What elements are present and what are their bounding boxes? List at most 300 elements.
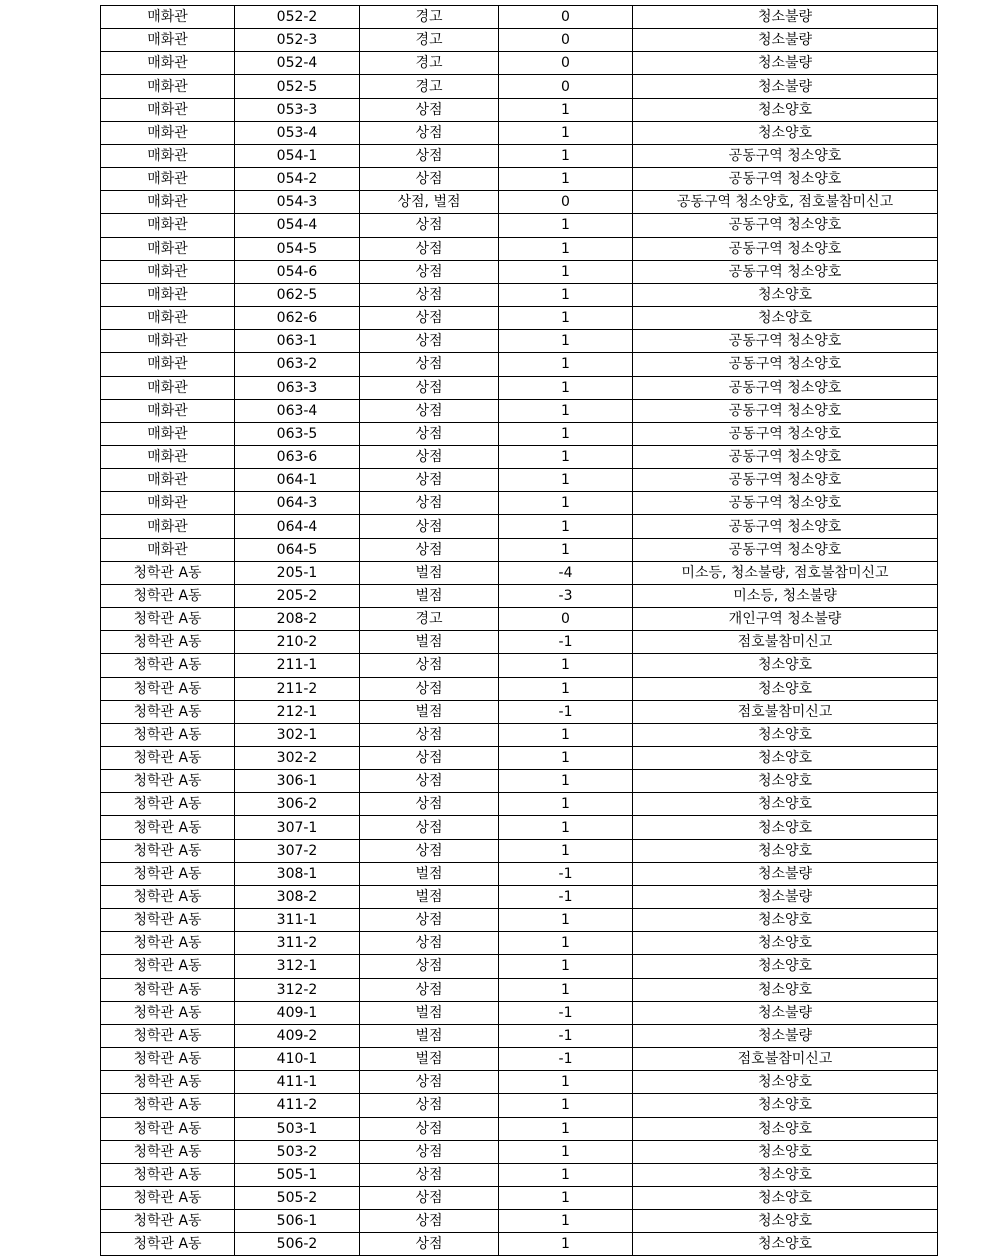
building-cell: 청학관 A동 bbox=[101, 631, 235, 654]
table-row bbox=[101, 1024, 938, 1047]
table-row bbox=[101, 376, 938, 399]
type-cell: 상점 bbox=[360, 469, 499, 492]
building-cell: 청학관 A동 bbox=[101, 700, 235, 723]
reason-cell: 청소불량 bbox=[633, 75, 938, 98]
table-row bbox=[101, 1140, 938, 1163]
type-cell: 벌점 bbox=[360, 1024, 499, 1047]
reason-cell: 청소양호 bbox=[633, 723, 938, 746]
table-row bbox=[101, 492, 938, 515]
reason-cell: 청소양호 bbox=[633, 816, 938, 839]
type-cell: 상점 bbox=[360, 515, 499, 538]
table-row bbox=[101, 283, 938, 306]
table-row bbox=[101, 191, 938, 214]
points-cell: 1 bbox=[499, 932, 633, 955]
building-cell: 매화관 bbox=[101, 422, 235, 445]
table-row bbox=[101, 445, 938, 468]
table-row bbox=[101, 793, 938, 816]
room-cell: 505-2 bbox=[235, 1186, 360, 1209]
reason-cell: 공동구역 청소양호 bbox=[633, 214, 938, 237]
table-row bbox=[101, 608, 938, 631]
points-cell: 1 bbox=[499, 1071, 633, 1094]
type-cell: 상점 bbox=[360, 492, 499, 515]
room-cell: 064-5 bbox=[235, 538, 360, 561]
points-cell: 1 bbox=[499, 770, 633, 793]
type-cell: 상점 bbox=[360, 98, 499, 121]
type-cell: 벌점 bbox=[360, 631, 499, 654]
points-cell: 0 bbox=[499, 6, 633, 29]
room-cell: 302-2 bbox=[235, 747, 360, 770]
building-cell: 청학관 A동 bbox=[101, 584, 235, 607]
room-cell: 506-2 bbox=[235, 1233, 360, 1256]
room-cell: 052-4 bbox=[235, 52, 360, 75]
building-cell: 매화관 bbox=[101, 29, 235, 52]
points-cell: 1 bbox=[499, 1186, 633, 1209]
type-cell: 상점 bbox=[360, 654, 499, 677]
points-cell: -1 bbox=[499, 631, 633, 654]
table-row bbox=[101, 1117, 938, 1140]
points-cell: 0 bbox=[499, 75, 633, 98]
type-cell: 경고 bbox=[360, 6, 499, 29]
points-cell: 1 bbox=[499, 747, 633, 770]
type-cell: 상점 bbox=[360, 168, 499, 191]
reason-cell: 공동구역 청소양호 bbox=[633, 353, 938, 376]
points-cell: -1 bbox=[499, 862, 633, 885]
building-cell: 청학관 A동 bbox=[101, 932, 235, 955]
reason-cell: 개인구역 청소불량 bbox=[633, 608, 938, 631]
points-cell: 1 bbox=[499, 1163, 633, 1186]
points-cell: 1 bbox=[499, 260, 633, 283]
room-cell: 062-6 bbox=[235, 307, 360, 330]
building-cell: 매화관 bbox=[101, 307, 235, 330]
table-row bbox=[101, 121, 938, 144]
reason-cell: 청소양호 bbox=[633, 307, 938, 330]
reason-cell: 청소양호 bbox=[633, 283, 938, 306]
room-cell: 064-1 bbox=[235, 469, 360, 492]
reason-cell: 청소양호 bbox=[633, 793, 938, 816]
building-cell: 청학관 A동 bbox=[101, 909, 235, 932]
type-cell: 경고 bbox=[360, 29, 499, 52]
building-cell: 청학관 A동 bbox=[101, 816, 235, 839]
type-cell: 상점 bbox=[360, 307, 499, 330]
type-cell: 경고 bbox=[360, 608, 499, 631]
room-cell: 205-2 bbox=[235, 584, 360, 607]
building-cell: 청학관 A동 bbox=[101, 862, 235, 885]
reason-cell: 공동구역 청소양호 bbox=[633, 492, 938, 515]
building-cell: 청학관 A동 bbox=[101, 723, 235, 746]
table-row bbox=[101, 29, 938, 52]
reason-cell: 청소양호 bbox=[633, 654, 938, 677]
room-cell: 411-2 bbox=[235, 1094, 360, 1117]
points-cell: 1 bbox=[499, 955, 633, 978]
building-cell: 매화관 bbox=[101, 445, 235, 468]
points-cell: 0 bbox=[499, 29, 633, 52]
type-cell: 상점 bbox=[360, 1233, 499, 1256]
table-row bbox=[101, 515, 938, 538]
type-cell: 상점 bbox=[360, 793, 499, 816]
room-cell: 503-1 bbox=[235, 1117, 360, 1140]
table-row bbox=[101, 885, 938, 908]
table-row bbox=[101, 631, 938, 654]
type-cell: 상점 bbox=[360, 353, 499, 376]
points-cell: 1 bbox=[499, 422, 633, 445]
building-cell: 청학관 A동 bbox=[101, 561, 235, 584]
building-cell: 매화관 bbox=[101, 469, 235, 492]
points-cell: 1 bbox=[499, 1094, 633, 1117]
room-cell: 307-2 bbox=[235, 839, 360, 862]
type-cell: 상점 bbox=[360, 1094, 499, 1117]
reason-cell: 청소양호 bbox=[633, 932, 938, 955]
reason-cell: 공동구역 청소양호, 점호불참미신고 bbox=[633, 191, 938, 214]
room-cell: 063-2 bbox=[235, 353, 360, 376]
points-cell: 1 bbox=[499, 1117, 633, 1140]
room-cell: 503-2 bbox=[235, 1140, 360, 1163]
building-cell: 청학관 A동 bbox=[101, 839, 235, 862]
type-cell: 상점 bbox=[360, 770, 499, 793]
building-cell: 매화관 bbox=[101, 237, 235, 260]
room-cell: 306-1 bbox=[235, 770, 360, 793]
table-row bbox=[101, 839, 938, 862]
table-row bbox=[101, 469, 938, 492]
building-cell: 청학관 A동 bbox=[101, 608, 235, 631]
building-cell: 매화관 bbox=[101, 283, 235, 306]
table-row bbox=[101, 677, 938, 700]
type-cell: 상점 bbox=[360, 955, 499, 978]
table-body bbox=[101, 6, 938, 1256]
points-cell: 1 bbox=[499, 168, 633, 191]
type-cell: 벌점 bbox=[360, 862, 499, 885]
reason-cell: 청소불량 bbox=[633, 6, 938, 29]
room-cell: 054-6 bbox=[235, 260, 360, 283]
type-cell: 벌점 bbox=[360, 1048, 499, 1071]
reason-cell: 청소양호 bbox=[633, 770, 938, 793]
room-cell: 063-5 bbox=[235, 422, 360, 445]
room-cell: 054-5 bbox=[235, 237, 360, 260]
building-cell: 청학관 A동 bbox=[101, 955, 235, 978]
points-cell: 1 bbox=[499, 515, 633, 538]
room-cell: 054-4 bbox=[235, 214, 360, 237]
building-cell: 매화관 bbox=[101, 52, 235, 75]
points-cell: 1 bbox=[499, 1233, 633, 1256]
type-cell: 벌점 bbox=[360, 561, 499, 584]
points-cell: 1 bbox=[499, 353, 633, 376]
room-cell: 211-1 bbox=[235, 654, 360, 677]
room-cell: 306-2 bbox=[235, 793, 360, 816]
building-cell: 청학관 A동 bbox=[101, 1071, 235, 1094]
building-cell: 매화관 bbox=[101, 492, 235, 515]
table-row bbox=[101, 422, 938, 445]
room-cell: 063-3 bbox=[235, 376, 360, 399]
building-cell: 매화관 bbox=[101, 399, 235, 422]
table-row bbox=[101, 237, 938, 260]
room-cell: 308-1 bbox=[235, 862, 360, 885]
building-cell: 청학관 A동 bbox=[101, 1117, 235, 1140]
table-row bbox=[101, 747, 938, 770]
building-cell: 매화관 bbox=[101, 214, 235, 237]
table-row bbox=[101, 260, 938, 283]
reason-cell: 청소양호 bbox=[633, 1210, 938, 1233]
reason-cell: 점호불참미신고 bbox=[633, 631, 938, 654]
type-cell: 상점 bbox=[360, 1071, 499, 1094]
reason-cell: 청소양호 bbox=[633, 677, 938, 700]
points-cell: 1 bbox=[499, 214, 633, 237]
room-cell: 062-5 bbox=[235, 283, 360, 306]
building-cell: 청학관 A동 bbox=[101, 1233, 235, 1256]
table-row bbox=[101, 1186, 938, 1209]
room-cell: 307-1 bbox=[235, 816, 360, 839]
room-cell: 054-3 bbox=[235, 191, 360, 214]
table-row bbox=[101, 932, 938, 955]
table-row bbox=[101, 330, 938, 353]
building-cell: 매화관 bbox=[101, 168, 235, 191]
table-row bbox=[101, 214, 938, 237]
room-cell: 064-4 bbox=[235, 515, 360, 538]
building-cell: 매화관 bbox=[101, 98, 235, 121]
type-cell: 상점, 벌점 bbox=[360, 191, 499, 214]
building-cell: 청학관 A동 bbox=[101, 747, 235, 770]
reason-cell: 청소불량 bbox=[633, 52, 938, 75]
type-cell: 상점 bbox=[360, 839, 499, 862]
building-cell: 청학관 A동 bbox=[101, 1094, 235, 1117]
room-cell: 311-1 bbox=[235, 909, 360, 932]
type-cell: 상점 bbox=[360, 723, 499, 746]
type-cell: 상점 bbox=[360, 978, 499, 1001]
reason-cell: 청소양호 bbox=[633, 121, 938, 144]
building-cell: 청학관 A동 bbox=[101, 793, 235, 816]
points-cell: 1 bbox=[499, 121, 633, 144]
points-cell: 1 bbox=[499, 376, 633, 399]
points-cell: 1 bbox=[499, 816, 633, 839]
points-cell: 1 bbox=[499, 330, 633, 353]
table-row bbox=[101, 584, 938, 607]
table-row bbox=[101, 75, 938, 98]
table-row bbox=[101, 862, 938, 885]
type-cell: 벌점 bbox=[360, 885, 499, 908]
room-cell: 211-2 bbox=[235, 677, 360, 700]
room-cell: 208-2 bbox=[235, 608, 360, 631]
reason-cell: 청소양호 bbox=[633, 978, 938, 1001]
points-cell: -1 bbox=[499, 1024, 633, 1047]
table-row bbox=[101, 353, 938, 376]
type-cell: 상점 bbox=[360, 1163, 499, 1186]
type-cell: 상점 bbox=[360, 376, 499, 399]
reason-cell: 청소불량 bbox=[633, 862, 938, 885]
building-cell: 매화관 bbox=[101, 515, 235, 538]
reason-cell: 청소양호 bbox=[633, 909, 938, 932]
reason-cell: 공동구역 청소양호 bbox=[633, 538, 938, 561]
room-cell: 410-1 bbox=[235, 1048, 360, 1071]
table-row bbox=[101, 1071, 938, 1094]
points-cell: -1 bbox=[499, 1048, 633, 1071]
room-cell: 312-1 bbox=[235, 955, 360, 978]
points-cell: 0 bbox=[499, 52, 633, 75]
table-row bbox=[101, 1210, 938, 1233]
type-cell: 경고 bbox=[360, 75, 499, 98]
type-cell: 벌점 bbox=[360, 584, 499, 607]
reason-cell: 공동구역 청소양호 bbox=[633, 330, 938, 353]
table-row bbox=[101, 909, 938, 932]
building-cell: 청학관 A동 bbox=[101, 1140, 235, 1163]
room-cell: 205-1 bbox=[235, 561, 360, 584]
points-cell: 1 bbox=[499, 307, 633, 330]
points-cell: -1 bbox=[499, 700, 633, 723]
type-cell: 상점 bbox=[360, 214, 499, 237]
reason-cell: 공동구역 청소양호 bbox=[633, 237, 938, 260]
points-cell: 1 bbox=[499, 492, 633, 515]
points-cell: 1 bbox=[499, 909, 633, 932]
building-cell: 청학관 A동 bbox=[101, 770, 235, 793]
type-cell: 상점 bbox=[360, 445, 499, 468]
room-cell: 063-6 bbox=[235, 445, 360, 468]
reason-cell: 청소양호 bbox=[633, 1233, 938, 1256]
building-cell: 청학관 A동 bbox=[101, 1186, 235, 1209]
table-row bbox=[101, 1048, 938, 1071]
type-cell: 상점 bbox=[360, 816, 499, 839]
room-cell: 054-2 bbox=[235, 168, 360, 191]
reason-cell: 청소불량 bbox=[633, 1001, 938, 1024]
points-cell: 1 bbox=[499, 538, 633, 561]
room-cell: 311-2 bbox=[235, 932, 360, 955]
reason-cell: 공동구역 청소양호 bbox=[633, 469, 938, 492]
room-cell: 063-4 bbox=[235, 399, 360, 422]
room-cell: 212-1 bbox=[235, 700, 360, 723]
reason-cell: 공동구역 청소양호 bbox=[633, 260, 938, 283]
points-cell: 1 bbox=[499, 283, 633, 306]
room-cell: 053-4 bbox=[235, 121, 360, 144]
room-cell: 053-3 bbox=[235, 98, 360, 121]
room-cell: 302-1 bbox=[235, 723, 360, 746]
reason-cell: 미소등, 청소불량, 점호불참미신고 bbox=[633, 561, 938, 584]
reason-cell: 공동구역 청소양호 bbox=[633, 168, 938, 191]
reason-cell: 공동구역 청소양호 bbox=[633, 144, 938, 167]
reason-cell: 청소양호 bbox=[633, 1140, 938, 1163]
room-cell: 409-2 bbox=[235, 1024, 360, 1047]
type-cell: 상점 bbox=[360, 538, 499, 561]
type-cell: 상점 bbox=[360, 932, 499, 955]
building-cell: 청학관 A동 bbox=[101, 1024, 235, 1047]
reason-cell: 점호불참미신고 bbox=[633, 1048, 938, 1071]
building-cell: 매화관 bbox=[101, 6, 235, 29]
reason-cell: 공동구역 청소양호 bbox=[633, 422, 938, 445]
table-row bbox=[101, 1094, 938, 1117]
points-cell: -4 bbox=[499, 561, 633, 584]
table-row bbox=[101, 978, 938, 1001]
building-cell: 청학관 A동 bbox=[101, 978, 235, 1001]
reason-cell: 점호불참미신고 bbox=[633, 700, 938, 723]
reason-cell: 청소양호 bbox=[633, 747, 938, 770]
building-cell: 청학관 A동 bbox=[101, 677, 235, 700]
points-cell: 1 bbox=[499, 723, 633, 746]
points-cell: 1 bbox=[499, 469, 633, 492]
type-cell: 상점 bbox=[360, 121, 499, 144]
type-cell: 상점 bbox=[360, 422, 499, 445]
room-cell: 210-2 bbox=[235, 631, 360, 654]
points-cell: 1 bbox=[499, 399, 633, 422]
building-cell: 매화관 bbox=[101, 376, 235, 399]
building-cell: 매화관 bbox=[101, 75, 235, 98]
room-cell: 409-1 bbox=[235, 1001, 360, 1024]
table-row bbox=[101, 399, 938, 422]
table-row bbox=[101, 6, 938, 29]
table-row bbox=[101, 144, 938, 167]
points-cell: 0 bbox=[499, 608, 633, 631]
building-cell: 청학관 A동 bbox=[101, 1048, 235, 1071]
reason-cell: 청소양호 bbox=[633, 98, 938, 121]
reason-cell: 공동구역 청소양호 bbox=[633, 515, 938, 538]
type-cell: 상점 bbox=[360, 677, 499, 700]
type-cell: 상점 bbox=[360, 909, 499, 932]
reason-cell: 청소양호 bbox=[633, 1186, 938, 1209]
points-cell: 1 bbox=[499, 839, 633, 862]
type-cell: 벌점 bbox=[360, 700, 499, 723]
table-row bbox=[101, 52, 938, 75]
reason-cell: 공동구역 청소양호 bbox=[633, 445, 938, 468]
type-cell: 상점 bbox=[360, 399, 499, 422]
table-row bbox=[101, 98, 938, 121]
building-cell: 청학관 A동 bbox=[101, 1210, 235, 1233]
room-cell: 052-2 bbox=[235, 6, 360, 29]
building-cell: 매화관 bbox=[101, 144, 235, 167]
building-cell: 매화관 bbox=[101, 330, 235, 353]
reason-cell: 미소등, 청소불량 bbox=[633, 584, 938, 607]
building-cell: 매화관 bbox=[101, 260, 235, 283]
reason-cell: 청소불량 bbox=[633, 29, 938, 52]
building-cell: 매화관 bbox=[101, 191, 235, 214]
points-cell: -1 bbox=[499, 885, 633, 908]
room-cell: 505-1 bbox=[235, 1163, 360, 1186]
table-row bbox=[101, 654, 938, 677]
table-row bbox=[101, 538, 938, 561]
type-cell: 상점 bbox=[360, 1210, 499, 1233]
points-cell: 1 bbox=[499, 144, 633, 167]
room-cell: 308-2 bbox=[235, 885, 360, 908]
points-cell: 1 bbox=[499, 677, 633, 700]
building-cell: 매화관 bbox=[101, 538, 235, 561]
type-cell: 상점 bbox=[360, 144, 499, 167]
type-cell: 상점 bbox=[360, 283, 499, 306]
building-cell: 청학관 A동 bbox=[101, 885, 235, 908]
room-cell: 064-3 bbox=[235, 492, 360, 515]
points-cell: -3 bbox=[499, 584, 633, 607]
table-row bbox=[101, 816, 938, 839]
type-cell: 상점 bbox=[360, 237, 499, 260]
type-cell: 벌점 bbox=[360, 1001, 499, 1024]
building-cell: 청학관 A동 bbox=[101, 654, 235, 677]
room-cell: 506-1 bbox=[235, 1210, 360, 1233]
points-cell: 1 bbox=[499, 793, 633, 816]
reason-cell: 청소불량 bbox=[633, 885, 938, 908]
type-cell: 상점 bbox=[360, 330, 499, 353]
building-cell: 매화관 bbox=[101, 121, 235, 144]
table-row bbox=[101, 955, 938, 978]
room-cell: 312-2 bbox=[235, 978, 360, 1001]
table-row bbox=[101, 1233, 938, 1256]
table-row bbox=[101, 723, 938, 746]
points-cell: 1 bbox=[499, 237, 633, 260]
reason-cell: 청소양호 bbox=[633, 955, 938, 978]
reason-cell: 공동구역 청소양호 bbox=[633, 376, 938, 399]
type-cell: 상점 bbox=[360, 1117, 499, 1140]
reason-cell: 청소양호 bbox=[633, 1071, 938, 1094]
room-cell: 054-1 bbox=[235, 144, 360, 167]
reason-cell: 공동구역 청소양호 bbox=[633, 399, 938, 422]
table-row bbox=[101, 1001, 938, 1024]
table-row bbox=[101, 168, 938, 191]
room-cell: 052-5 bbox=[235, 75, 360, 98]
reason-cell: 청소양호 bbox=[633, 1117, 938, 1140]
table-row bbox=[101, 307, 938, 330]
building-cell: 청학관 A동 bbox=[101, 1163, 235, 1186]
points-cell: 1 bbox=[499, 654, 633, 677]
